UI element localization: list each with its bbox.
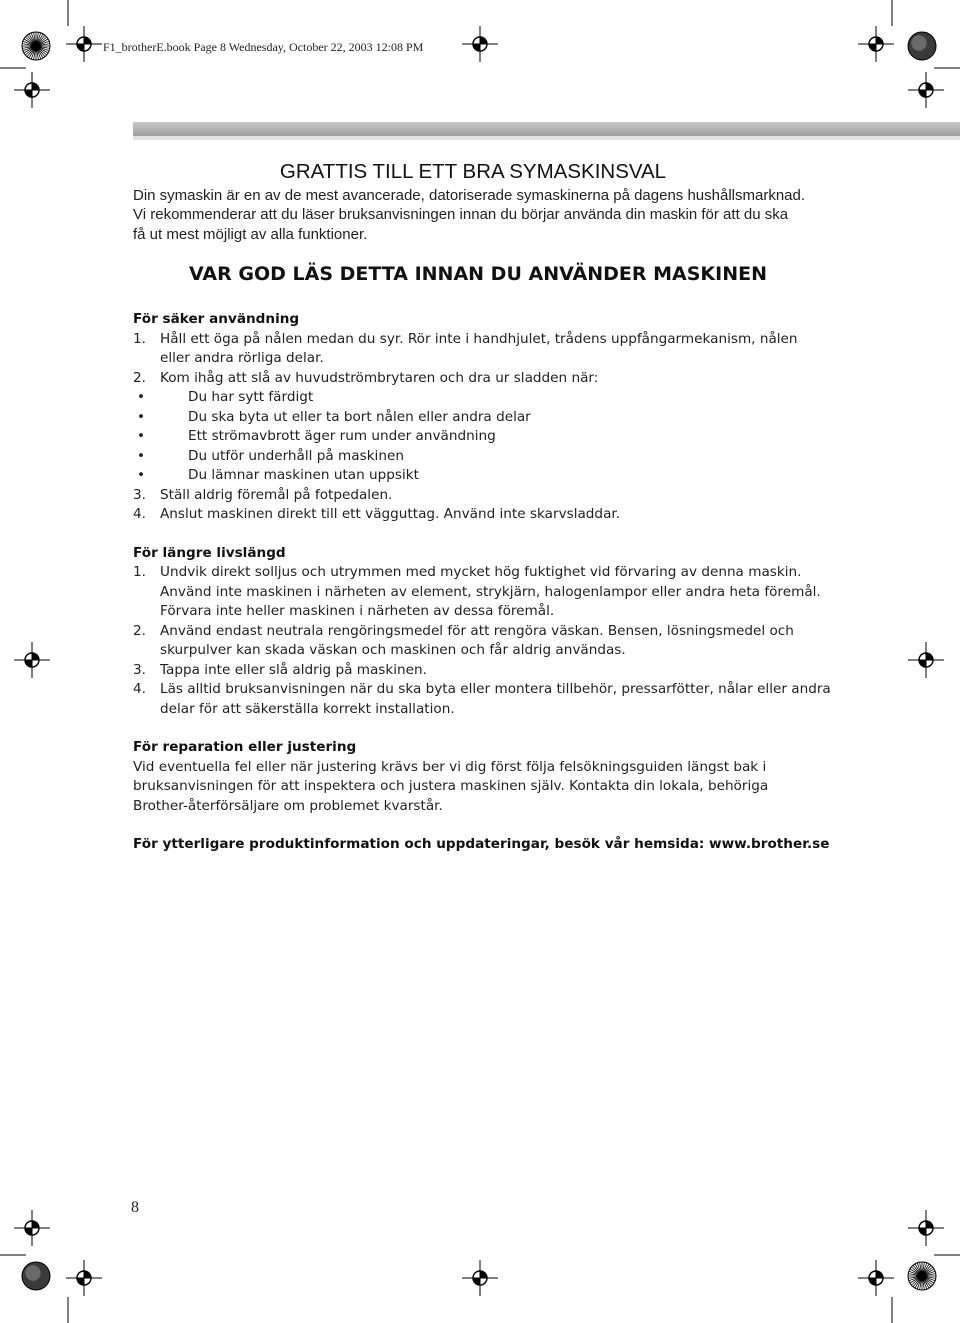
- item-text-line: Använd endast neutrala rengöringsmedel för att rengöra väskan. Bensen, lösningsmedel och: [160, 622, 794, 639]
- item-text-line: Förvara inte heller maskinen i närheten av dessa föremål.: [160, 603, 555, 619]
- header-bar: [133, 122, 960, 136]
- item-text-line: Anslut maskinen direkt till ett vägguttag. Använd inte skarvsladdar.: [160, 506, 621, 522]
- bullet-icon: •: [137, 428, 146, 444]
- longevity-heading: För längre livslängd: [133, 544, 286, 561]
- bullet-icon: •: [137, 408, 146, 425]
- safety-heading: För säker användning: [133, 311, 300, 327]
- registration-mark-icon: [908, 642, 944, 678]
- intro-line: Vi rekommenderar att du läser bruksanvisningen innan du börjar använda din maskin för att du ska: [133, 206, 789, 224]
- bullet-item: [133, 447, 833, 467]
- item-text-line: Använd inte maskinen i närheten av element, strykjärn, halogenlampor eller andra heta föremål.: [160, 583, 821, 600]
- item-text-line: Håll ett öga på nålen medan du syr. Rör inte i handhjulet, trådens uppfångarmekanism, nålen: [160, 330, 798, 347]
- safety-item-4: [133, 505, 833, 525]
- safety-item-1: [133, 330, 833, 369]
- item-number: 1.: [133, 564, 146, 580]
- registration-mark-icon: [14, 1210, 50, 1246]
- item-text-line: skurpulver kan skada väskan och maskinen och får aldrig användas.: [160, 642, 626, 658]
- item-number: 2.: [133, 622, 146, 639]
- book-file-header: F1_brotherE.book Page 8 Wednesday, October 22, 2003 12:08 PM: [103, 40, 424, 54]
- bullet-text: Du har sytt färdigt: [188, 389, 314, 405]
- color-target-icon: [22, 1262, 50, 1290]
- item-text-line: Läs alltid bruksanvisningen när du ska byta eller montera tillbehör, pressarfötter, nålar eller andra: [160, 681, 831, 697]
- longevity-item-3: [133, 661, 833, 681]
- bullet-icon: •: [137, 467, 146, 483]
- page-number: 8: [131, 1199, 139, 1216]
- repair-line: bruksanvisningen för att inspektera och justera maskinen själv. Kontakta din lokala, behöriga: [133, 778, 769, 794]
- registration-mark-icon: [858, 1260, 894, 1296]
- bullet-item: [133, 408, 833, 428]
- registration-mark-icon: [66, 26, 102, 62]
- registration-mark-icon: [908, 72, 944, 108]
- bullet-text: Ett strömavbrott äger rum under användning: [188, 428, 496, 444]
- registration-mark-icon: [908, 1210, 944, 1246]
- color-target-icon: [22, 32, 50, 60]
- item-text-line: Undvik direkt solljus och utrymmen med mycket hög fuktighet vid förvaring av denna maskin.: [160, 564, 802, 580]
- item-text-line: Kom ihåg att slå av huvudströmbrytaren och dra ur sladden när:: [160, 369, 599, 386]
- registration-mark-icon: [14, 642, 50, 678]
- bullet-text: Du utför underhåll på maskinen: [188, 447, 404, 464]
- registration-mark-icon: [14, 72, 50, 108]
- registration-mark-icon: [66, 1260, 102, 1296]
- item-text-line: Ställ aldrig föremål på fotpedalen.: [160, 486, 393, 503]
- intro-paragraph: [133, 186, 833, 244]
- longevity-item-4: [133, 680, 833, 719]
- bullet-item: [133, 388, 833, 408]
- repair-line: Brother-återförsäljare om problemet kvarstår.: [133, 797, 443, 814]
- item-number: 2.: [133, 369, 146, 386]
- item-text-line: Tappa inte eller slå aldrig på maskinen.: [160, 661, 427, 678]
- repair-heading: För reparation eller justering: [133, 739, 357, 755]
- repair-line: Vid eventuella fel eller när justering krävs ber vi dig först följa felsökningsguiden längst bak i: [133, 758, 767, 775]
- item-number: 3.: [133, 486, 146, 503]
- section-title: VAR GOD LÄS DETTA INNAN DU ANVÄNDER MASKINEN: [189, 263, 767, 285]
- intro-line: få ut mest möjligt av alla funktioner.: [133, 225, 368, 243]
- registration-mark-icon: [462, 1260, 498, 1296]
- longevity-item-2: [133, 622, 833, 661]
- bullet-item: [133, 466, 833, 486]
- page-title: GRATTIS TILL ETT BRA SYMASKINSVAL: [279, 160, 667, 183]
- intro-line: Din symaskin är en av de mest avancerade, datoriserade symaskinerna på dagens hushållsmarknad.: [133, 187, 806, 204]
- longevity-item-1: [133, 563, 833, 622]
- bullet-icon: •: [137, 389, 146, 405]
- color-target-icon: [908, 32, 936, 60]
- item-number: 4.: [133, 506, 146, 522]
- bullet-text: Du lämnar maskinen utan uppsikt: [188, 467, 419, 483]
- item-number: 1.: [133, 330, 146, 347]
- safety-item-3: [133, 486, 833, 506]
- item-text-line: eller andra rörliga delar.: [160, 350, 324, 366]
- registration-mark-icon: [462, 26, 498, 62]
- color-target-icon: [908, 1262, 936, 1290]
- website-note: För ytterligare produktinformation och uppdateringar, besök vår hemsida: www.brother.se: [133, 836, 830, 852]
- item-number: 4.: [133, 681, 146, 697]
- bullet-icon: •: [137, 447, 146, 464]
- safety-item-2: [133, 369, 833, 389]
- registration-mark-icon: [858, 26, 894, 62]
- item-number: 3.: [133, 661, 146, 678]
- document-body: [133, 310, 833, 855]
- item-text-line: delar för att säkerställa korrekt installation.: [160, 700, 455, 717]
- bullet-text: Du ska byta ut eller ta bort nålen eller andra delar: [188, 408, 531, 425]
- bullet-item: [133, 427, 833, 447]
